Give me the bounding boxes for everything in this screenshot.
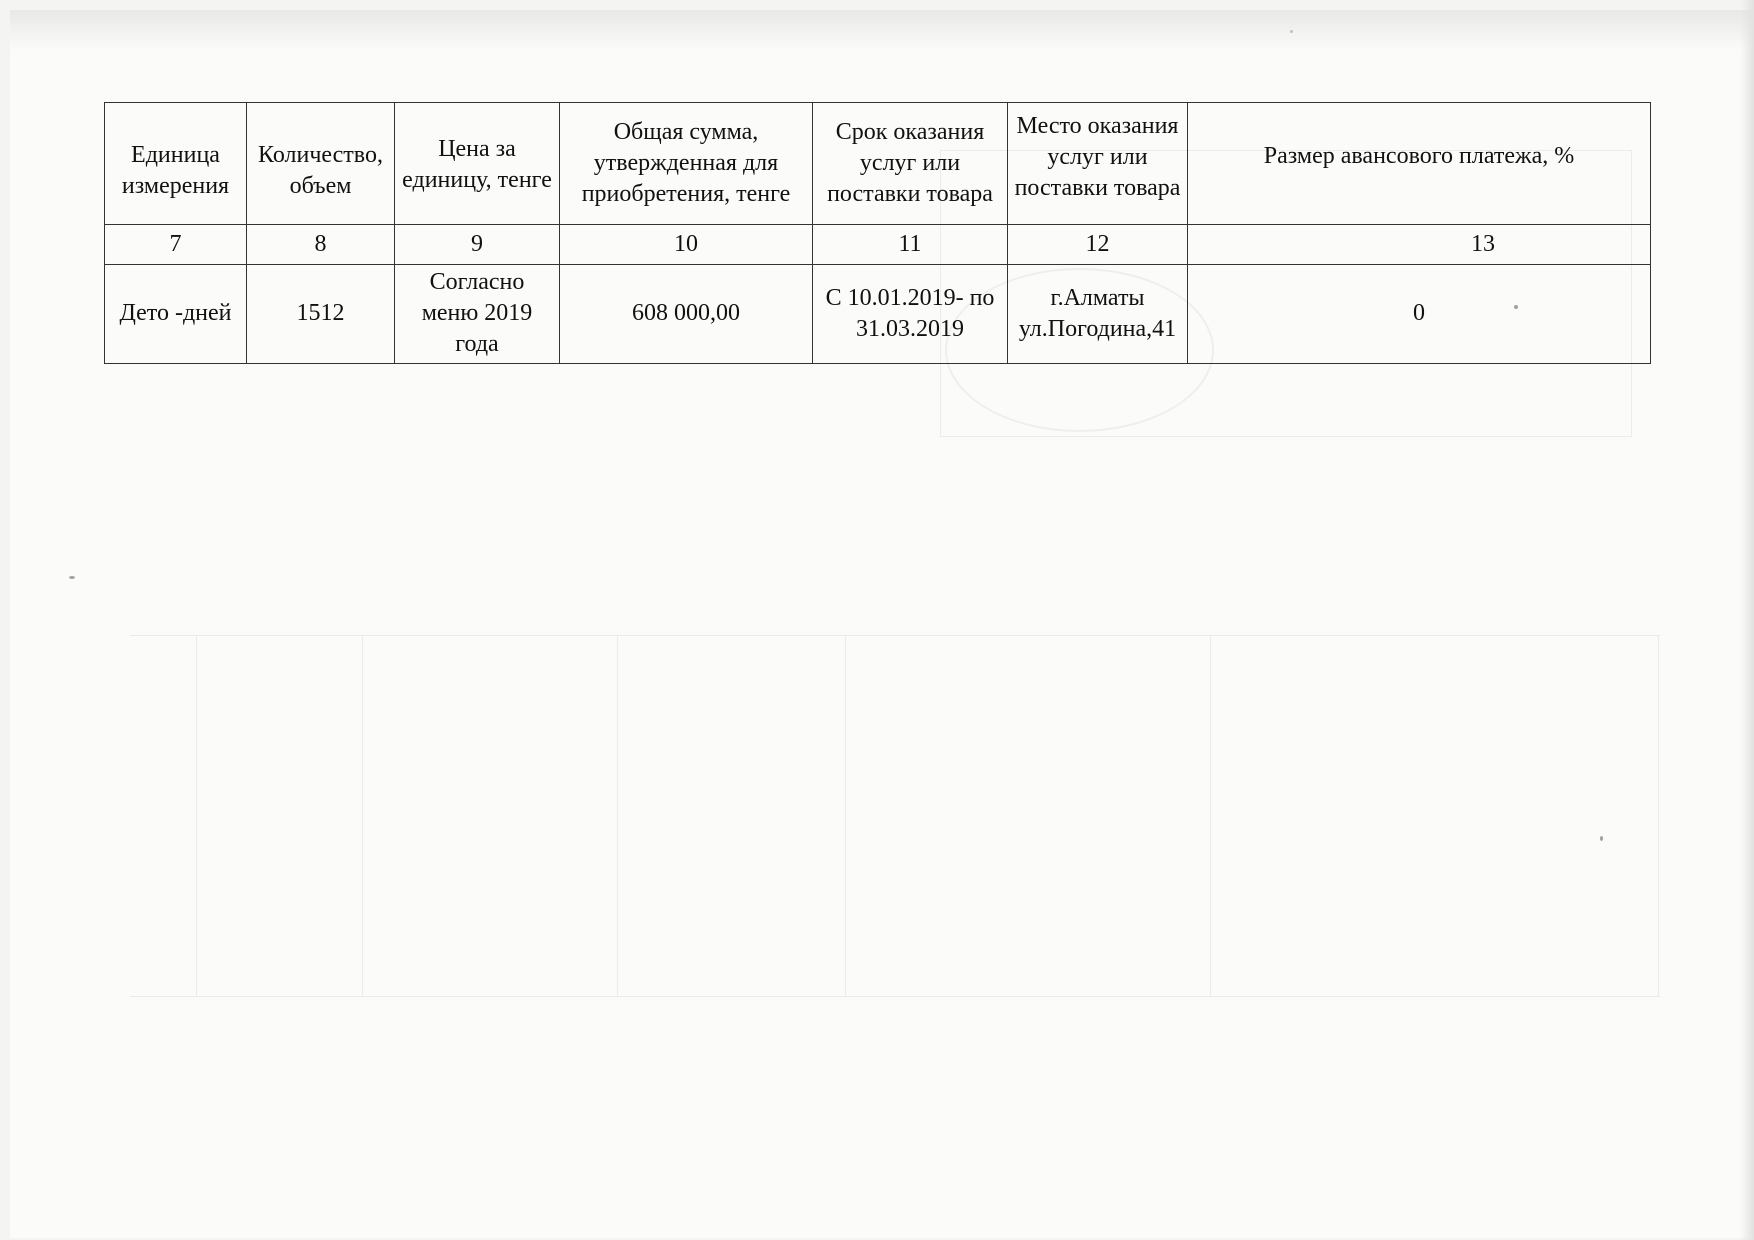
header-delivery-place: Место оказания услуг или поставки товара <box>1008 103 1188 225</box>
header-unit-price: Цена за единицу, тенге <box>395 103 560 225</box>
cell-total-amount: 608 000,00 <box>560 265 813 364</box>
column-number: 8 <box>247 225 395 265</box>
header-unit: Единица измерения <box>105 103 247 225</box>
column-number: 10 <box>560 225 813 265</box>
column-number-row <box>105 225 1651 265</box>
cell-advance-payment: 0 <box>1188 265 1651 364</box>
paper-top-shadow <box>10 10 1752 50</box>
header-delivery-term: Срок оказания услуг или поставки товара <box>813 103 1008 225</box>
procurement-table <box>104 102 1651 364</box>
column-number: 7 <box>105 225 247 265</box>
paper-speck <box>1600 836 1603 841</box>
column-number: 13 <box>1188 225 1651 265</box>
column-number: 11 <box>813 225 1008 265</box>
column-number: 12 <box>1008 225 1188 265</box>
cell-unit-price: Согласно меню 2019 года <box>395 265 560 364</box>
cell-delivery-term: С 10.01.2019- по 31.03.2019 <box>813 265 1008 364</box>
cell-delivery-place: г.Алматы ул.Погодина,41 <box>1008 265 1188 364</box>
header-total-amount: Общая сумма, утвержденная для приобретения, тенге <box>560 103 813 225</box>
header-row <box>105 103 1651 225</box>
bleed-through-table <box>130 635 1660 997</box>
header-advance-payment: Размер авансового платежа, % <box>1188 103 1651 225</box>
table-row <box>105 265 1651 364</box>
paper-speck <box>1514 305 1518 309</box>
header-quantity: Количество, объем <box>247 103 395 225</box>
paper-speck <box>69 576 75 579</box>
cell-quantity: 1512 <box>247 265 395 364</box>
column-number: 9 <box>395 225 560 265</box>
paper-right-shadow <box>1740 0 1754 1240</box>
cell-unit: Дето -дней <box>105 265 247 364</box>
paper-speck <box>1290 30 1293 33</box>
